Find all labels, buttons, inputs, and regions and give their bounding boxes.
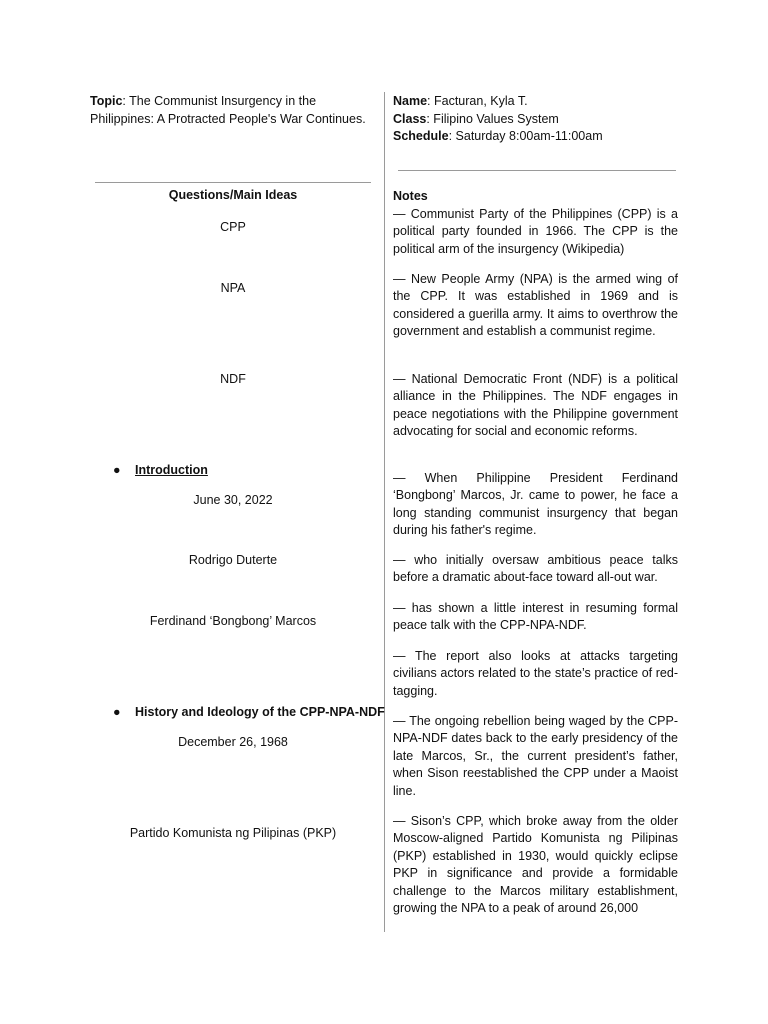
topic-block — [90, 93, 375, 128]
bullet-dot-icon: ● — [113, 463, 121, 477]
bullet-introduction-label: Introduction — [135, 463, 208, 477]
question-cpp: CPP — [220, 220, 246, 234]
name-line — [393, 93, 683, 111]
note-history: — The ongoing rebellion being waged by the CPP-NPA-NDF dates back to the early presidency of the late Marcos, Sr., the current president’s father, when Sison reestablished the CPP under a Maoist line. — [393, 714, 678, 798]
note-duterte: — who initially oversaw ambitious peace talks before a dramatic about-face toward all-out war. — [393, 553, 678, 585]
note-cpp: — Communist Party of the Philippines (CPP) is a political party founded in 1966. The CPP is the political arm of the insurgency (Wikipedia) — [393, 207, 678, 256]
topic-label: Topic — [90, 94, 123, 108]
bullet-introduction — [113, 462, 208, 479]
class-line — [393, 111, 683, 129]
bullet-history-label: History and Ideology of the CPP-NPA-NDF — [135, 705, 385, 719]
note-marcos: — has shown a little interest in resuming formal peace talk with the CPP-NPA-NDF. — [393, 601, 678, 633]
bullet-history — [113, 704, 385, 721]
name-value: : Facturan, Kyla T. — [427, 94, 528, 108]
note-introduction: — When Philippine President Ferdinand ‘Bongbong’ Marcos, Jr. came to power, he face a long standing communist insurgency that began during his father's regime. — [393, 471, 678, 538]
notes-heading: Notes — [393, 189, 428, 203]
question-marcos: Ferdinand ‘Bongbong’ Marcos — [149, 614, 317, 628]
class-label: Class — [393, 111, 427, 126]
question-ndf: NDF — [220, 372, 246, 386]
questions-heading: Questions/Main Ideas — [168, 188, 298, 202]
column-divider — [384, 92, 385, 932]
schedule-line — [393, 128, 683, 146]
class-value: : Filipino Values System — [426, 111, 559, 126]
student-info — [393, 93, 683, 146]
name-label: Name — [393, 94, 428, 108]
question-date-june: June 30, 2022 — [193, 493, 273, 507]
note-red-tagging: — The report also looks at attacks targeting civilians actors related to the state’s practice of red-tagging. — [393, 649, 678, 698]
note-pkp: — Sison’s CPP, which broke away from the older Moscow-aligned Partido Komunista ng Pilipinas (PKP) established in 1930, would quickly eclipse PKP in significance and provide a formidable challenge to the Marcos military establishment, growing the NPA to a peak of around 26,000 — [393, 814, 678, 916]
right-header-rule — [398, 170, 676, 171]
question-date-december: December 26, 1968 — [178, 735, 288, 749]
topic-text: : The Communist Insurgency in the Philippines: A Protracted People's War Continues. — [90, 94, 366, 126]
schedule-label: Schedule — [393, 129, 449, 143]
question-pkp: Partido Komunista ng Pilipinas (PKP) — [129, 826, 337, 840]
question-duterte: Rodrigo Duterte — [188, 553, 278, 567]
note-ndf: — National Democratic Front (NDF) is a political alliance in the Philippines. The NDF engages in peace negotiations with the Philippine government advocating for social and economic reforms. — [393, 372, 678, 439]
left-header-rule — [95, 182, 371, 183]
note-npa: — New People Army (NPA) is the armed wing of the CPP. It was established in 1969 and is considered a guerilla army. It aims to overthrow the government and establish a communist regime. — [393, 272, 678, 339]
schedule-value: : Saturday 8:00am-11:00am — [448, 129, 603, 143]
question-npa: NPA — [220, 281, 246, 295]
bullet-dot-icon: ● — [113, 705, 121, 719]
